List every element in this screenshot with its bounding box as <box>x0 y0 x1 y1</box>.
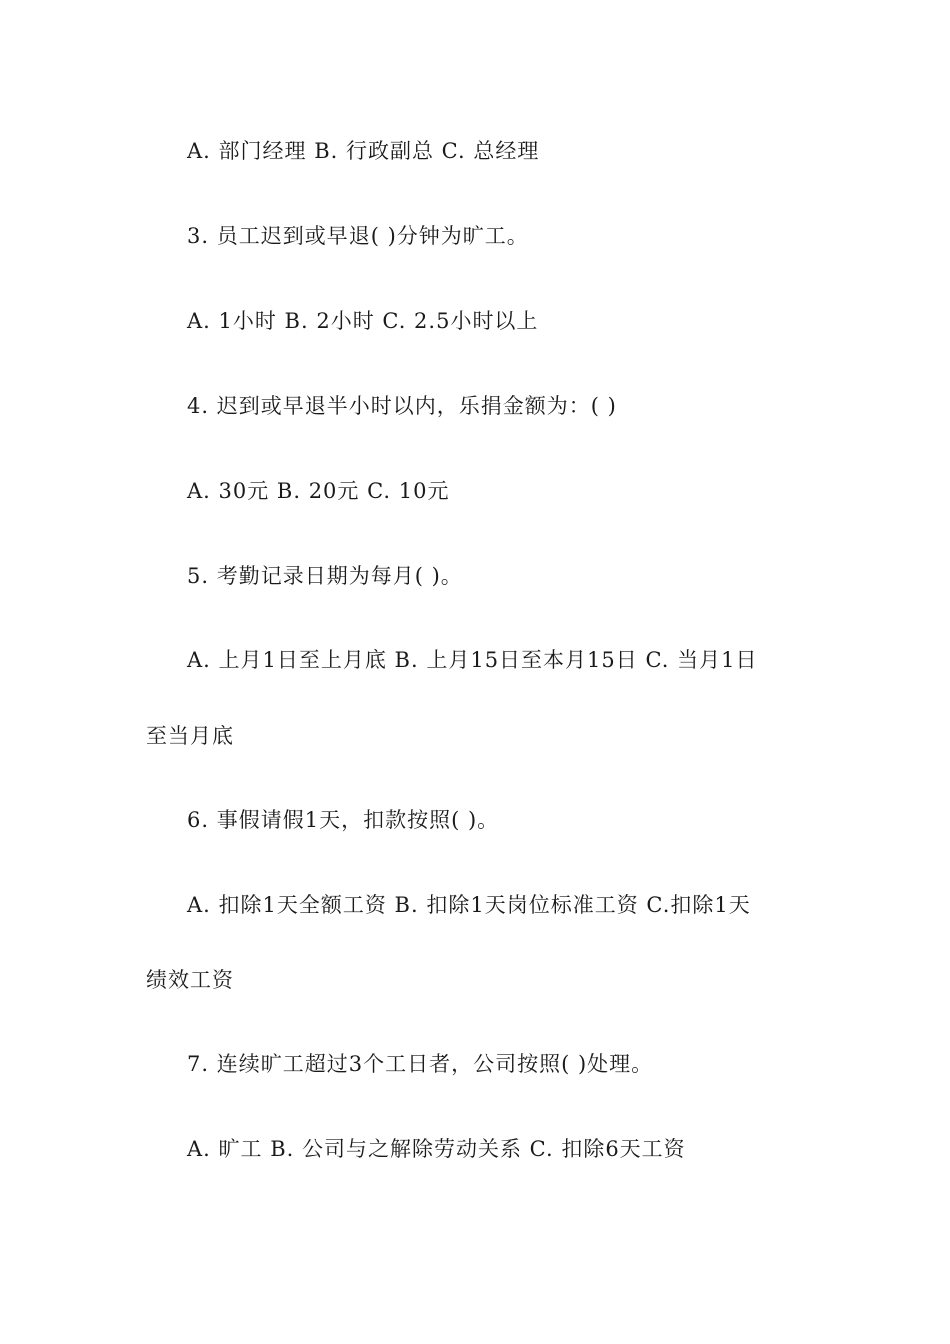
option-line-q7: A. 旷工 B. 公司与之解除劳动关系 C. 扣除6天工资 <box>187 1137 686 1161</box>
option-line-q5: A. 上月1日至上月底 B. 上月15日至本月15日 C. 当月1日 <box>187 648 758 672</box>
question-7: 7. 连续旷工超过3个工日者，公司按照( )处理。 <box>187 1052 654 1076</box>
question-3: 3. 员工迟到或早退( )分钟为旷工。 <box>187 224 529 248</box>
option-line-q6: A. 扣除1天全额工资 B. 扣除1天岗位标准工资 C.扣除1天 <box>187 893 751 917</box>
question-4: 4. 迟到或早退半小时以内，乐捐金额为：( ) <box>187 394 617 418</box>
option-line-q6-continued: 绩效工资 <box>146 968 234 992</box>
option-line-q5-continued: 至当月底 <box>146 724 234 748</box>
question-5: 5. 考勤记录日期为每月( )。 <box>187 564 463 588</box>
option-line-q2: A. 部门经理 B. 行政副总 C. 总经理 <box>187 139 540 163</box>
option-line-q3: A. 1小时 B. 2小时 C. 2.5小时以上 <box>187 309 539 333</box>
question-6: 6. 事假请假1天，扣款按照( )。 <box>187 808 500 832</box>
option-line-q4: A. 30元 B. 20元 C. 10元 <box>187 479 450 503</box>
